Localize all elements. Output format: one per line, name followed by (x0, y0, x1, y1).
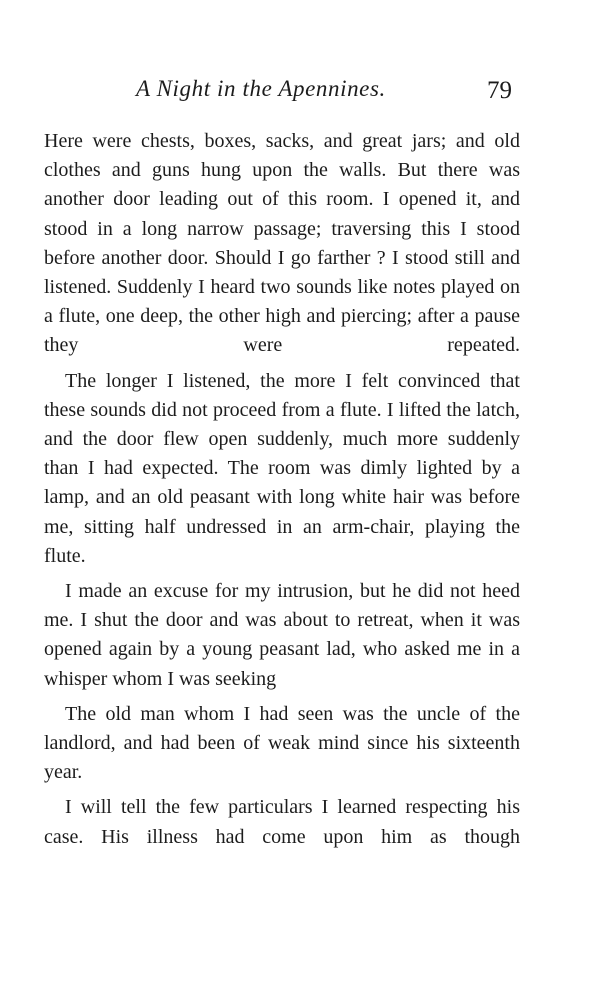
paragraph: Here were chests, boxes, sacks, and great jars; and old clothes and guns hung upon the walls. But there was another door leading out of this room. I opened it, and stood in a long narrow passage; traversing this I stood before another door. Should I go farther ? I stood still and listened. Suddenly I heard two sounds like notes played on a flute, one deep, the other high and piercing; after a pause they were repeated. (44, 130, 520, 357)
page-number: 79 (487, 77, 512, 104)
paragraph: I will tell the few particulars I learned respecting his case. His illness had come upon him as though (44, 796, 520, 848)
running-head (0, 76, 593, 108)
body-text (44, 127, 520, 852)
paragraph: The longer I listened, the more I felt convinced that these sounds did not proceed from a flute. I lifted the latch, and the door flew open suddenly, much more suddenly than I had expected. The room was dimly lighted by a lamp, and an old peasant with long white hair was before me, sitting half undressed in an arm-chair, playing the flute. (44, 369, 520, 567)
paragraph: The old man whom I had seen was the uncle of the landlord, and had been of weak mind since his sixteenth year. (44, 702, 520, 784)
paragraph: I made an excuse for my intrusion, but he did not heed me. I shut the door and was about to retreat, when it was opened again by a young peasant lad, who asked me in a whisper whom I was seeking (44, 580, 520, 690)
running-title: A Night in the Apennines. (136, 76, 386, 101)
